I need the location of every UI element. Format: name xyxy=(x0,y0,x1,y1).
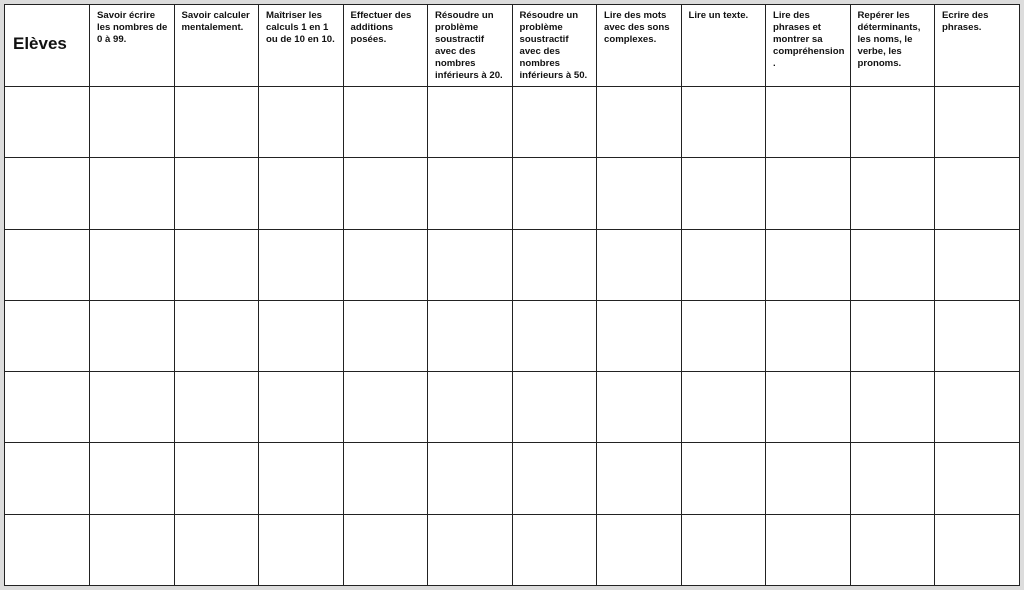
table-cell[interactable] xyxy=(428,514,513,585)
table-cell[interactable] xyxy=(174,372,259,443)
table-cell[interactable] xyxy=(174,158,259,229)
table-cell[interactable] xyxy=(850,372,935,443)
table-cell[interactable] xyxy=(935,300,1020,371)
table-cell[interactable] xyxy=(597,300,682,371)
table-cell[interactable] xyxy=(597,87,682,158)
table-cell[interactable] xyxy=(90,158,175,229)
column-header-skill-9: Lire des phrases et montrer sa compréhension . xyxy=(766,5,851,87)
table-cell[interactable] xyxy=(512,300,597,371)
table-cell[interactable] xyxy=(259,158,344,229)
table-cell[interactable] xyxy=(90,229,175,300)
table-cell[interactable] xyxy=(174,514,259,585)
table-cell[interactable] xyxy=(90,300,175,371)
table-cell[interactable] xyxy=(681,300,766,371)
table-cell[interactable] xyxy=(428,443,513,514)
table-cell[interactable] xyxy=(850,443,935,514)
student-name-cell[interactable] xyxy=(5,87,90,158)
column-header-skill-3: Maîtriser les calculs 1 en 1 ou de 10 en 10. xyxy=(259,5,344,87)
table-cell[interactable] xyxy=(935,87,1020,158)
table-cell[interactable] xyxy=(935,443,1020,514)
table-cell[interactable] xyxy=(766,158,851,229)
table-cell[interactable] xyxy=(766,87,851,158)
table-cell[interactable] xyxy=(174,443,259,514)
column-header-skill-11: Ecrire des phrases. xyxy=(935,5,1020,87)
table-cell[interactable] xyxy=(597,514,682,585)
table-cell[interactable] xyxy=(512,372,597,443)
table-cell[interactable] xyxy=(597,443,682,514)
column-header-skill-10: Repérer les déterminants, les noms, le verbe, les pronoms. xyxy=(850,5,935,87)
table-cell[interactable] xyxy=(597,229,682,300)
table-row xyxy=(5,158,1020,229)
evaluation-grid xyxy=(4,4,1020,586)
table-cell[interactable] xyxy=(766,443,851,514)
student-name-cell[interactable] xyxy=(5,158,90,229)
table-row xyxy=(5,372,1020,443)
student-name-cell[interactable] xyxy=(5,514,90,585)
table-cell[interactable] xyxy=(90,372,175,443)
table-cell[interactable] xyxy=(343,443,428,514)
column-header-eleves: Elèves xyxy=(5,5,90,87)
table-row xyxy=(5,229,1020,300)
column-header-skill-4: Effectuer des additions posées. xyxy=(343,5,428,87)
column-header-skill-8: Lire un texte. xyxy=(681,5,766,87)
column-header-skill-1: Savoir écrire les nombres de 0 à 99. xyxy=(90,5,175,87)
table-cell[interactable] xyxy=(174,229,259,300)
table-cell[interactable] xyxy=(259,229,344,300)
table-cell[interactable] xyxy=(428,87,513,158)
student-name-cell[interactable] xyxy=(5,300,90,371)
table-cell[interactable] xyxy=(766,514,851,585)
table-row xyxy=(5,514,1020,585)
table-cell[interactable] xyxy=(512,87,597,158)
table-cell[interactable] xyxy=(428,229,513,300)
table-cell[interactable] xyxy=(850,229,935,300)
table-cell[interactable] xyxy=(512,158,597,229)
table-cell[interactable] xyxy=(343,514,428,585)
table-cell[interactable] xyxy=(597,158,682,229)
table-cell[interactable] xyxy=(90,443,175,514)
table-row xyxy=(5,443,1020,514)
header-row xyxy=(5,5,1020,87)
table-cell[interactable] xyxy=(259,514,344,585)
grid-body xyxy=(5,87,1020,586)
table-cell[interactable] xyxy=(428,158,513,229)
student-name-cell[interactable] xyxy=(5,372,90,443)
table-cell[interactable] xyxy=(850,300,935,371)
table-cell[interactable] xyxy=(681,443,766,514)
table-cell[interactable] xyxy=(174,300,259,371)
table-cell[interactable] xyxy=(681,87,766,158)
table-cell[interactable] xyxy=(935,372,1020,443)
table-cell[interactable] xyxy=(597,372,682,443)
table-cell[interactable] xyxy=(935,514,1020,585)
column-header-skill-5: Résoudre un problème soustractif avec des nombres inférieurs à 20. xyxy=(428,5,513,87)
table-cell[interactable] xyxy=(512,229,597,300)
table-cell[interactable] xyxy=(850,87,935,158)
table-cell[interactable] xyxy=(428,300,513,371)
table-cell[interactable] xyxy=(259,87,344,158)
table-cell[interactable] xyxy=(766,229,851,300)
table-cell[interactable] xyxy=(343,158,428,229)
table-cell[interactable] xyxy=(935,229,1020,300)
column-header-skill-2: Savoir calculer mentalement. xyxy=(174,5,259,87)
table-cell[interactable] xyxy=(681,514,766,585)
column-header-skill-7: Lire des mots avec des sons complexes. xyxy=(597,5,682,87)
table-cell[interactable] xyxy=(850,514,935,585)
table-cell[interactable] xyxy=(850,158,935,229)
table-cell[interactable] xyxy=(935,158,1020,229)
table-row xyxy=(5,300,1020,371)
table-cell[interactable] xyxy=(343,300,428,371)
table-cell[interactable] xyxy=(174,87,259,158)
student-name-cell[interactable] xyxy=(5,443,90,514)
table-cell[interactable] xyxy=(428,372,513,443)
table-cell[interactable] xyxy=(766,372,851,443)
student-name-cell[interactable] xyxy=(5,229,90,300)
table-row xyxy=(5,87,1020,158)
table-cell[interactable] xyxy=(766,300,851,371)
table-cell[interactable] xyxy=(512,443,597,514)
table-cell[interactable] xyxy=(681,158,766,229)
table-cell[interactable] xyxy=(681,372,766,443)
table-cell[interactable] xyxy=(343,229,428,300)
table-cell[interactable] xyxy=(90,514,175,585)
table-cell[interactable] xyxy=(259,443,344,514)
table-cell[interactable] xyxy=(512,514,597,585)
table-cell[interactable] xyxy=(343,87,428,158)
table-cell[interactable] xyxy=(90,87,175,158)
table-cell[interactable] xyxy=(343,372,428,443)
column-header-skill-6: Résoudre un problème soustractif avec des nombres inférieurs à 50. xyxy=(512,5,597,87)
table-cell[interactable] xyxy=(681,229,766,300)
table-cell[interactable] xyxy=(259,372,344,443)
table-cell[interactable] xyxy=(259,300,344,371)
